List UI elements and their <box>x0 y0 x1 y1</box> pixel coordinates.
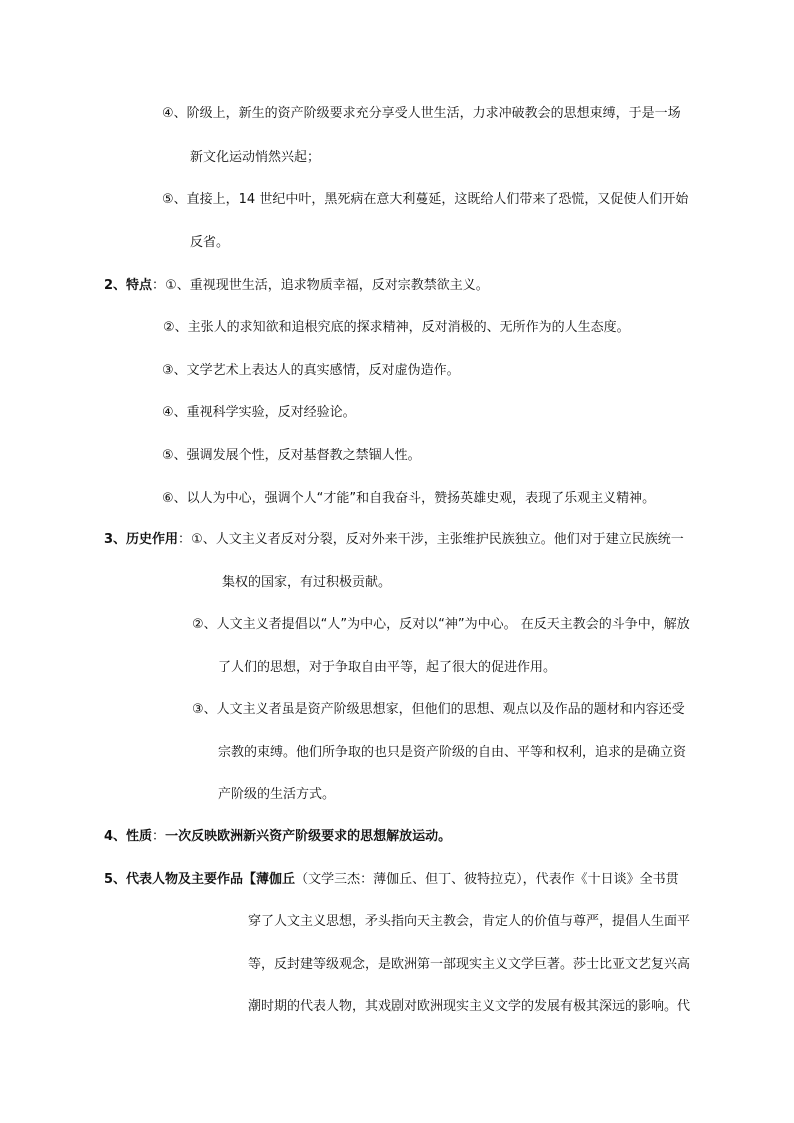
section4-text: 一次反映欧洲新兴资产阶级要求的思想解放运动。 <box>165 829 452 844</box>
section2-item6: ⑥、以人为中心，强调个人“才能”和自我奋斗，赞扬英雄史观，表现了乐观主义精神。 <box>162 491 656 506</box>
section4-sep: ： <box>152 829 166 844</box>
section3-item3-line1: ③、人文主义者虽是资产阶级思想家，但他们的思想、观点以及作品的题材和内容还受 <box>192 702 685 717</box>
section3-item2-line1: ②、人文主义者提倡以“人”为中心，反对以“神”为中心。 在反天主教会的斗争中，解放 <box>192 617 690 632</box>
section3-item2-line2: 了人们的思想，对于争取自由平等，起了很大的促进作用。 <box>218 660 557 675</box>
section3-item3-line2: 宗教的束缚。他们所争取的也只是资产阶级的自由、平等和权利，追求的是确立资 <box>218 745 687 760</box>
section5-bracket: 【薄伽丘 <box>243 872 296 887</box>
section2-label: 2、特点 <box>104 278 153 293</box>
section3-label: 3、历史作用 <box>104 532 179 547</box>
section2-item4: ④、重视科学实验，反对经验论。 <box>162 405 356 420</box>
section3-item3-line3: 产阶级的生活方式。 <box>218 787 336 802</box>
section3-item1-line1: ①、人文主义者反对分裂，反对外来干涉，主张维护民族独立。他们对于建立民族统一 <box>191 532 684 547</box>
section5-text-line3: 等，反封建等级观念，是欧洲第一部现实主义文学巨著。莎士比亚文艺复兴高 <box>248 957 691 972</box>
section2-heading-line <box>104 276 489 296</box>
section4-line <box>104 827 451 847</box>
item5-line1: ⑤、直接上，14 世纪中叶，黑死病在意大利蔓延，这既给人们带来了恐慌，又促使人们开始 <box>162 192 689 207</box>
section4-label: 4、性质 <box>104 829 153 844</box>
section5-text-line1: （文学三杰：薄伽丘、但丁、彼特拉克），代表作《十日谈》全书贯 <box>295 872 679 887</box>
section2-item5: ⑤、强调发展个性，反对基督教之禁锢人性。 <box>162 448 421 463</box>
section5-label: 5、代表人物及主要作品 <box>104 872 244 887</box>
section2-item3: ③、文学艺术上表达人的真实感情，反对虚伪造作。 <box>162 363 460 378</box>
section2-sep: ： <box>152 278 166 293</box>
item5-line2: 反省。 <box>190 235 230 250</box>
section5-text-line4: 潮时期的代表人物，其戏剧对欧洲现实主义文学的发展有极其深远的影响。代 <box>248 999 691 1014</box>
item4-line1: ④、阶级上，新生的资产阶级要求充分享受人世生活，力求冲破教会的思想束缚，于是一场 <box>162 106 681 121</box>
section3-heading-line <box>104 530 684 550</box>
section3-sep: ： <box>178 532 192 547</box>
item4-line2: 新文化运动悄然兴起； <box>190 150 321 165</box>
section5-heading-line <box>104 870 679 890</box>
section5-text-line2: 穿了人文主义思想，矛头指向天主教会，肯定人的价值与尊严，提倡人生面平 <box>248 914 691 929</box>
section2-item1: ①、重视现世生活，追求物质幸福，反对宗教禁欲主义。 <box>165 278 489 293</box>
section2-item2: ②、主张人的求知欲和追根究底的探求精神，反对消极的、无所作为的人生态度。 <box>163 320 630 335</box>
section3-item1-line2: 集权的国家，有过积极贡献。 <box>222 575 392 590</box>
